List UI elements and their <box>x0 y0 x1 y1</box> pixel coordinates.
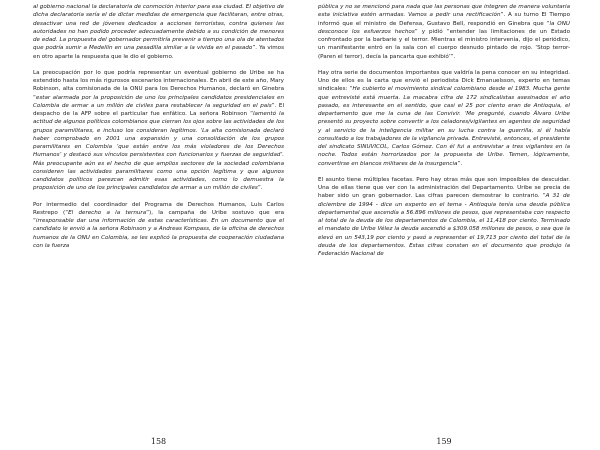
text-run: Hay otra serie de documentos importantes que valdría la pena conocer en su integridad. Uno de ellos es la carta que envió el periodista Dick Emanuelsson, experto en temas sindicales: “ <box>318 69 570 93</box>
page-number-right: 159 <box>436 437 452 446</box>
paragraph <box>33 69 284 193</box>
text-run: ”), la campaña de Uribe sostuvo que era “ <box>33 209 284 224</box>
text-run: ” y pidió “entender las limitaciones de un Estado confrontado por la barbarie y el terror. Mientras el ministro intervenía, dijo el periódico, un manifestante entró en la sala con el cuerpo desnudo pintado de rojo. ‘Stop terror- (Paren el terror), decía la pancarta que exhibió’”. <box>318 28 570 60</box>
right-page-text <box>318 3 570 266</box>
text-run: ”. <box>457 160 463 167</box>
text-run: El asunto tiene múltiples facetas. Pero hay otras más que son imposibles de descuidar. Una de ellas tiene que ver con la administración del Departamento. Uribe se precia de haber sido un gran gobernador. Las cifras parecen demostrar lo contrario. “ <box>318 176 570 200</box>
text-run: Por intermedio del coordinador del Programa de Derechos Humanos, Luis Carlos Restrepo (“ <box>33 201 284 216</box>
text-run: ”. El despacho de la AFP sobre el particular fue enfático. La señora Robinson “ <box>33 102 284 117</box>
left-page-text <box>33 3 284 258</box>
italic-text-run: al gobierno nacional la declaratoria de conmoción interior para esa ciudad. El objetivo de dicha declaratoria sería el de dictar medidas de emergencia que facilitaran, entre otras, desactivar una red de jóvenes dedicados a acciones terroristas, contra quienes las autoridades no han podido proceder adecuadamente debido a su condición de menores de edad. La propuesta del gobernador permitiría prevenir a tiempo una ola de atentados que podría sumir a Medellín en una pesadilla similar a la vivida en el pasado <box>33 4 284 52</box>
paragraph <box>318 176 570 259</box>
text-run: ”. A su turno El Tiempo informó que el ministro de Defensa, Gustavo Bell, respondió en Ginebra que “ <box>318 12 570 27</box>
right-page <box>318 0 570 450</box>
paragraph <box>33 3 284 61</box>
italic-text-run: lamentó la actitud de algunos políticos colombianos que cierran los ojos sobre las actividades de los grupos paramilitares, e incluso los consideran legítimos. ‘La alta comisionada declaró haber comprobado en 2001 una expansión y una consolidación de los grupos paramilitares en Colombia ‘que están entre los más violadores de los Derechos Humanos’ y destacó sus vínculos persistentes con funcionarios y fuerzas de seguridad’. Más preocupante aún es el hecho de que amplios sectores de la sociedad colombiana consideren las actividades paramilitares como una opción legítima y que algunos candidatos políticos parezcan admitir esas actividades, como lo demuestra la proposición de uno de los principales candidatos de armar a un millón de civiles <box>33 111 285 192</box>
italic-text-run: estar alarmada por la proposición de uno los principales candidatos presidenciales en Colombia de armar a un millón de civiles para restablecer la seguridad en el país <box>33 94 284 109</box>
text-run: La preocupación por lo que podría representar un eventual gobierno de Uribe se ha extendido hasta los más rigurosos escenarios internacionales. En abril de este año, Mary Robinson, alta comisionada de la ONU para los Derechos Humanos, declaró en Ginebra “ <box>33 69 284 101</box>
paragraph <box>318 69 570 168</box>
text-run: ”. <box>257 185 263 192</box>
italic-text-run: pública y no se mencionó para nada que las personas que integren de manera voluntaria esta iniciativa estén armadas. Vamos a pedir una rectificación <box>318 4 570 19</box>
italic-text-run: He cubierto el movimiento sindical colombiano desde el 1983. Mucha gente que entrevisté está muerta. La macabra cifra de 172 sindicalistas asesinados el año pasado, es interesante en el sentido, que casi el 25 por ciento eran de Antioquia, el departamento que me la cuna de las Convivir. ‘Me pregunté, cuando Álvaro Uribe presentó su proyecto sobre convertir a los celadores/vigilantes en agentes de seguridad y al servicio de la inteligencia militar en su lucha contra la guerrilla, si él había consultado a los trabajadores de la vigilancia privada. Entrevisté, entonces, el presidente del sindicato SINUVICOL, Carlos Gómez. Con él fui a entrevistar a tres vigilantes en la noche. Todos están horrorizados por la propuesta de Uribe. Temen, lógicamente, convertirse en blancos militares de la insurgencia <box>318 86 570 167</box>
italic-text-run: la ONU desconoce los esfuerzos hechos <box>318 20 570 35</box>
paragraph <box>33 201 284 251</box>
left-page <box>33 0 284 450</box>
italic-text-run: El derecho a la ternura <box>68 209 147 216</box>
paragraph <box>318 3 570 61</box>
italic-text-run: irresponsable dar una información de estas características. En un documento que el candidato le envió a la señora Robinson y a Andreas Kompass, de la oficina de derechos humanos de la ONU en Colombia, se les explicó la propuesta de cooperación ciudadana con la fuerza <box>33 218 284 249</box>
text-run: ”. Ya vimos en otro aparte la respuesta que le dio el gobierno. <box>33 45 284 60</box>
italic-text-run: A 31 de diciembre de 1994 - dice un experto en el tema - Antioquia tenía una deuda pública departamental que ascendía a 56.896 millones de pesos, que representaba con respecto al total de la deuda de los departamentos de Colombia, el 11,418 por ciento. Terminado el mandato de Uribe Vélez la deuda ascendió a $309.058 millones de pesos, o sea que la elevó en un 543,19 por ciento y pasó a representar el 19,713 por ciento del total de la deuda de los departamentos. Estas cifras constan en el documento que produjo la Federación Nacional de <box>318 193 570 257</box>
page-number-left: 158 <box>150 437 167 446</box>
